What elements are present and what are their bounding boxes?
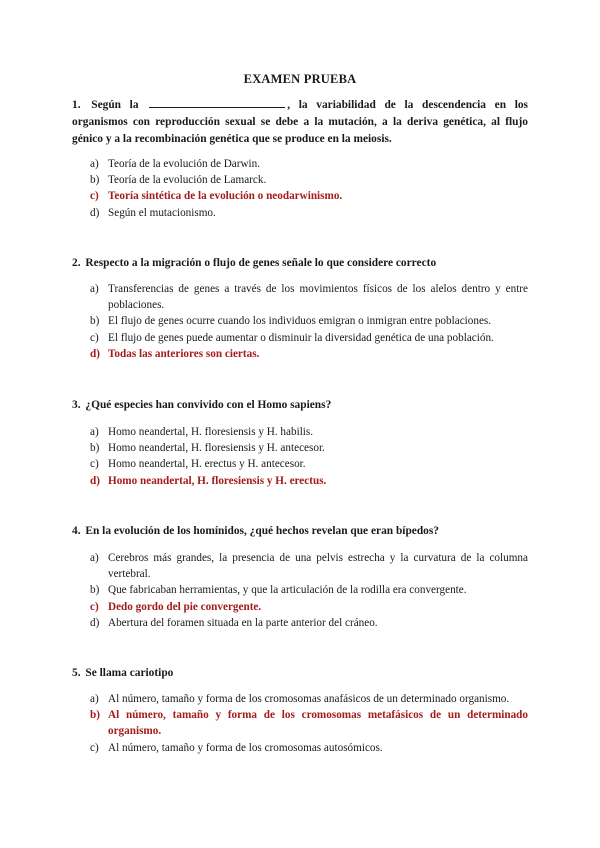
option-d: d) Según el mutacionismo. <box>90 206 216 219</box>
option-d-correct: d) Homo neandertal, H. floresiensis y H. erectus. <box>90 474 327 487</box>
option-c: c) Al número, tamaño y forma de los cromosomas autosómicos. <box>90 741 383 754</box>
options-list-1 <box>72 156 528 221</box>
question-text: Respecto a la migración o flujo de genes señale lo que considere correcto <box>85 257 437 269</box>
option-c: c) El flujo de genes puede aumentar o disminuir la diversidad genética de una población. <box>90 331 494 344</box>
option-d: d) Abertura del foramen situada en la parte anterior del cráneo. <box>90 616 378 629</box>
question-5 <box>72 665 528 682</box>
option-a: a) Cerebros más grandes, la presencia de una pelvis estrecha y la curvatura de la columna vertebral. <box>90 552 528 581</box>
question-4 <box>72 523 528 540</box>
question-number: 4. <box>72 525 81 537</box>
options-list-3 <box>72 424 528 489</box>
fill-in-blank <box>149 97 285 108</box>
question-number: 5. <box>72 667 81 679</box>
option-a: a) Transferencias de genes a través de los movimientos físicos de los alelos dentro y entre poblaciones. <box>90 283 528 312</box>
question-1 <box>72 97 528 148</box>
option-a: a) Teoría de la evolución de Darwin. <box>90 158 261 170</box>
question-text: Se llama cariotipo <box>85 667 174 679</box>
option-b: b) Homo neandertal, H. floresiensis y H. antecesor. <box>90 442 325 455</box>
question-3 <box>72 397 528 414</box>
option-a: a) Homo neandertal, H. floresiensis y H. habilis. <box>90 426 314 438</box>
option-b: b) Que fabricaban herramientas, y que la articulación de la rodilla era convergente. <box>90 584 467 597</box>
question-2 <box>72 255 528 272</box>
options-list-2 <box>72 281 528 362</box>
question-text-before: Según la <box>91 99 139 111</box>
question-text-after: , la variabilidad de la descendencia en los organismos con reproducción sexual se debe a la mutación, a la deriva genética, al flujo génico y a la recombinación genética que se produce en la meiosis. <box>72 99 528 145</box>
option-b: b) El flujo de genes ocurre cuando los individuos emigran o inmigran entre poblaciones. <box>90 315 492 328</box>
option-c: c) Homo neandertal, H. erectus y H. antecesor. <box>90 458 306 471</box>
page-title: EXAMEN PRUEBA <box>243 72 357 86</box>
option-d-correct: d) Todas las anteriores son ciertas. <box>90 347 260 360</box>
question-number: 2. <box>72 257 81 269</box>
option-b-correct: b) Al número, tamaño y forma de los cromosomas metafásicos de un determinado organismo. <box>90 709 528 738</box>
options-list-4 <box>72 550 528 631</box>
question-number: 3. <box>72 399 81 411</box>
question-number: 1. <box>72 99 81 111</box>
option-c-correct: c) Teoría sintética de la evolución o neodarwinismo. <box>90 190 343 203</box>
option-a: a) Al número, tamaño y forma de los cromosomas anafásicos de un determinado organismo. <box>90 693 510 705</box>
options-list-5 <box>72 691 528 756</box>
question-text: ¿Qué especies han convivido con el Homo sapiens? <box>85 399 332 411</box>
question-text: En la evolución de los homínidos, ¿qué hechos revelan que eran bípedos? <box>85 525 439 537</box>
option-b: b) Teoría de la evolución de Lamarck. <box>90 174 267 187</box>
option-c-correct: c) Dedo gordo del pie convergente. <box>90 600 262 613</box>
